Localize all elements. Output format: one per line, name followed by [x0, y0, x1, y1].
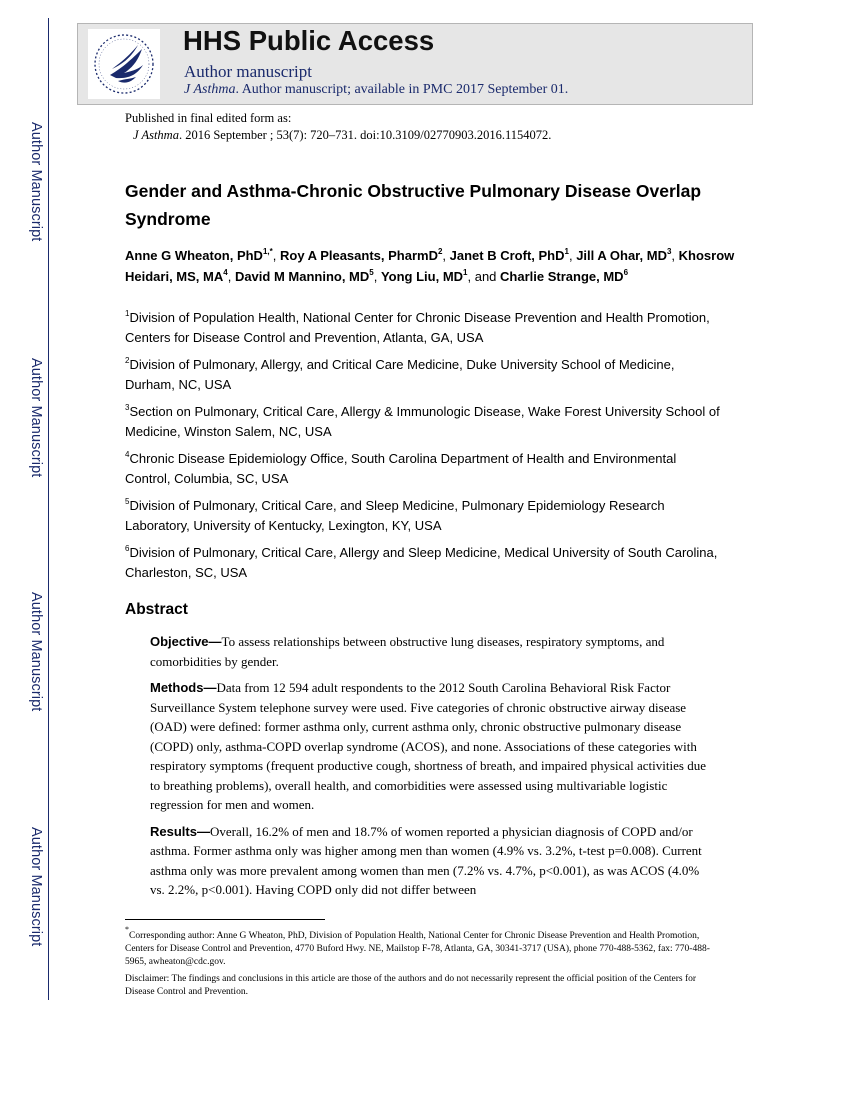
affiliation: [125, 308, 725, 348]
affiliation-number: 6: [125, 544, 130, 553]
footnote-divider: [125, 919, 325, 920]
author-separator: ,: [227, 269, 235, 284]
article-title: Gender and Asthma-Chronic Obstructive Pulmonary Disease Overlap Syndrome: [125, 181, 702, 229]
header-title: HHS Public Access: [183, 25, 435, 56]
objective-label: Objective—: [150, 634, 222, 649]
publication-info: [125, 110, 551, 144]
author-affiliation-ref: 4: [223, 268, 228, 277]
author-name: Khosrow Heidari, MS, MA: [125, 248, 735, 284]
author-affiliation-ref: 2: [437, 247, 443, 256]
hhs-header-banner: [77, 23, 753, 105]
affiliation: [125, 449, 725, 489]
footnote-marker: *: [125, 925, 129, 934]
abstract-objective: [150, 632, 708, 671]
affiliation-text: Division of Pulmonary, Critical Care, Allergy and Sleep Medicine, Medical University of South Carolina, Charleston, SC, USA: [125, 545, 718, 580]
author-name: David M Mannino, MD: [234, 269, 370, 284]
abstract-methods: [150, 678, 708, 815]
author-separator: ,: [671, 248, 679, 263]
footnotes: [125, 925, 725, 1003]
header-subtitle: Author manuscript: [184, 62, 312, 81]
publication-label: Published in final edited form as:: [125, 111, 292, 125]
methods-label: Methods—: [150, 680, 217, 695]
citation-details: . 2016 September ; 53(7): 720–731. doi:10.3109/02770903.2016.1154072.: [178, 128, 552, 142]
results-label: Results—: [150, 823, 210, 839]
author-separator: ,: [272, 248, 280, 263]
affiliation-list: [125, 308, 725, 590]
author-name: Roy A Pleasants, PharmD: [279, 248, 438, 263]
header-journal-line: [184, 82, 568, 98]
journal-name: J Asthma: [184, 82, 236, 97]
author-affiliation-ref: 6: [623, 268, 629, 277]
affiliation-number: 5: [125, 497, 130, 506]
author-affiliation-ref: 1: [463, 268, 468, 277]
author-affiliation-ref: 3: [666, 247, 672, 256]
author-affiliation-ref: 1: [564, 247, 569, 256]
corresponding-author-note: [125, 925, 725, 969]
abstract-heading: Abstract: [125, 601, 188, 618]
author-separator: ,: [568, 248, 577, 263]
sidebar-rule: [48, 18, 49, 1000]
author-separator: ,: [442, 248, 450, 263]
affiliation-number: 1: [125, 309, 130, 318]
affiliation: [125, 402, 725, 442]
corresponding-author-text: Corresponding author: Anne G Wheaton, PhD, Division of Population Health, National Center for Chronic Disease Prevention and Health Promotion, Centers for Disease Control and Prevention, 4770 Buford Hwy. NE, Mailstop F-78, Atlanta, GA, 30341-3717 (USA), phone 770-488-5362, fax: 770-488-5965, awheaton@cdc.gov.: [125, 931, 710, 967]
author-separator: , and: [467, 269, 501, 284]
author-affiliation-ref: 1,*: [262, 247, 273, 256]
author-affiliation-ref: 5: [369, 268, 374, 277]
hhs-eagle-logo-icon: [88, 29, 160, 99]
author-name: Anne G Wheaton, PhD: [125, 248, 263, 263]
publication-citation: [125, 127, 551, 144]
affiliation-text: Division of Population Health, National Center for Chronic Disease Prevention and Health Promotion, Centers for Disease Control and Prevention, Atlanta, GA, USA: [125, 310, 710, 345]
affiliation-number: 3: [125, 403, 130, 412]
objective-text: To assess relationships between obstructive lung diseases, respiratory symptoms, and comorbidities by gender.: [150, 634, 665, 669]
affiliation-text: Division of Pulmonary, Allergy, and Critical Care Medicine, Duke University School of Medicine, Durham, NC, USA: [125, 357, 675, 392]
author-name: Yong Liu, MD: [380, 269, 464, 284]
affiliation: [125, 543, 725, 583]
author-list: [125, 245, 735, 287]
affiliation-number: 2: [125, 356, 130, 365]
sidebar-label: Author Manuscript: [28, 122, 44, 242]
sidebar-label: Author Manuscript: [28, 827, 44, 947]
abstract-body: [150, 632, 708, 907]
journal-availability: . Author manuscript; available in PMC 2017 September 01.: [235, 82, 569, 97]
methods-text: Data from 12 594 adult respondents to the 2012 South Carolina Behavioral Risk Factor Surveillance System telephone survey were used. Five categories of chronic obstructive airway disease (OAD) were defined: former asthma only, current asthma only, chronic obstructive pulmonary disease (COPD) only, asthma-COPD overlap syndrome (ACOS), and none. Associations of these categories with respiratory symptoms (frequent productive cough, shortness of breath, and impaired physical activities due to breathing problems), overall health, and comorbidities were assessed using multivariable logistic regression for men and women.: [150, 680, 706, 812]
affiliation-text: Section on Pulmonary, Critical Care, Allergy & Immunologic Disease, Wake Forest University School of Medicine, Winston Salem, NC, USA: [125, 404, 720, 439]
affiliation-text: Chronic Disease Epidemiology Office, South Carolina Department of Health and Environmental Control, Columbia, SC, USA: [125, 451, 677, 486]
affiliation: [125, 355, 725, 395]
author-name: Charlie Strange, MD: [500, 269, 624, 284]
citation-journal: J Asthma: [133, 128, 179, 142]
abstract-results: [150, 822, 708, 900]
affiliation: [125, 496, 725, 536]
sidebar-label: Author Manuscript: [28, 358, 44, 478]
results-text: Overall, 16.2% of men and 18.7% of women reported a physician diagnosis of COPD and/or asthma. Former asthma only was higher among men than women (4.9% vs. 3.2%, t-test p=0.008). Current asthma only was more prevalent among women than men (7.2% vs. 4.7%, p<0.001), as was ACOS (4.0% vs. 2.2%, p<0.001). Having COPD only did not differ between: [150, 823, 702, 897]
affiliation-text: Division of Pulmonary, Critical Care, and Sleep Medicine, Pulmonary Epidemiology Research Laboratory, University of Kentucky, Lexington, KY, USA: [125, 498, 665, 533]
sidebar-label: Author Manuscript: [28, 592, 44, 712]
author-name: Janet B Croft, PhD: [449, 248, 565, 263]
author-separator: ,: [373, 269, 381, 284]
disclaimer-note: Disclaimer: The findings and conclusions in this article are those of the authors and do not necessarily represent the official position of the Centers for Disease Control and Prevention.: [125, 974, 697, 997]
author-name: Jill A Ohar, MD: [576, 248, 667, 263]
affiliation-number: 4: [125, 450, 130, 459]
